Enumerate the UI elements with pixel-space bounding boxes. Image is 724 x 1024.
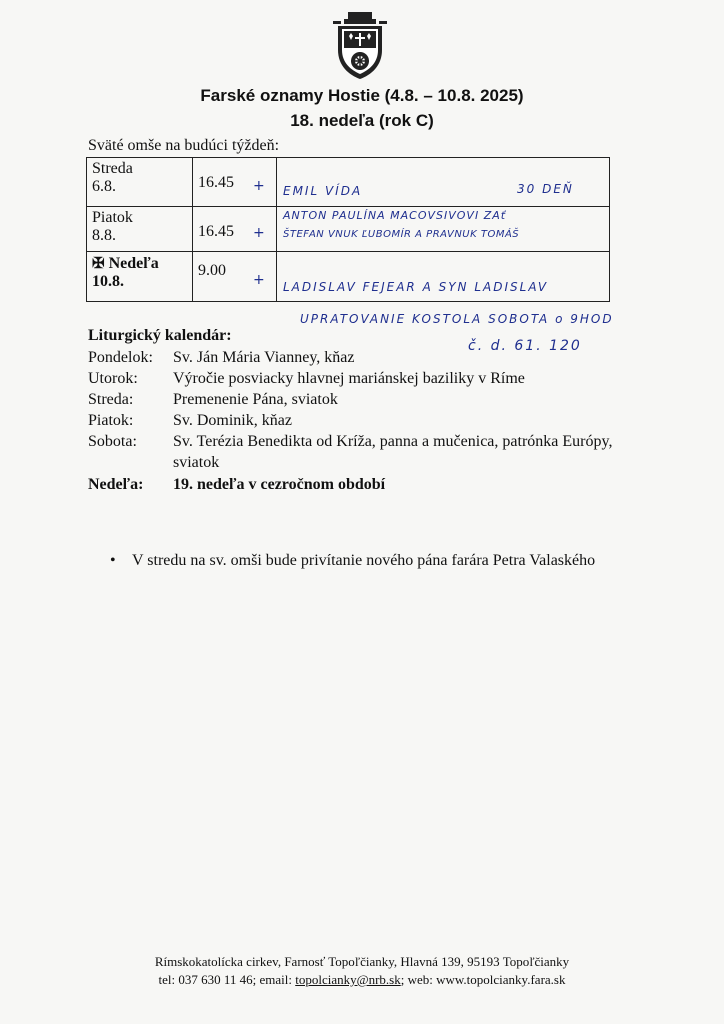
calendar-text: 19. nedeľa v cezročnom období (173, 476, 386, 493)
plus-mark: + (253, 178, 265, 194)
mass-day: Piatok (92, 209, 133, 226)
list-item (88, 368, 643, 389)
list-item (88, 431, 643, 473)
handwritten-intention: ŠTEFAN VNUK ĽUBOMÍR A PRAVNUK TOMÁŠ (283, 229, 520, 240)
mass-date: 6.8. (92, 178, 116, 195)
handwritten-intention: EMIL VÍDA (283, 184, 363, 198)
bullet-icon: • (110, 552, 116, 569)
footer-address: Rímskokatolícka cirkev, Farnosť Topoľčianky, Hlavná 139, 95193 Topoľčianky (154, 954, 570, 969)
handwritten-note-number: č. d. 61. 120 (468, 338, 582, 354)
cross-icon: ✠ (92, 256, 105, 272)
table-row (87, 252, 610, 302)
calendar-heading: Liturgický kalendár: (88, 327, 232, 344)
plus-mark: + (253, 272, 265, 288)
calendar-day: Sobota: (88, 433, 137, 450)
table-row (87, 158, 610, 207)
calendar-text: Sv. Terézia Benedikta od Kríža, panna a mučenica, patrónka Európy, sviatok (173, 433, 613, 471)
mass-time: 9.00 (198, 262, 226, 279)
page-title: Farské oznamy Hostie (4.8. – 10.8. 2025) (200, 86, 524, 105)
mass-intention (253, 252, 610, 302)
list-item (88, 410, 643, 431)
calendar-day: Streda: (88, 391, 134, 408)
page-subtitle: 18. nedeľa (rok C) (290, 111, 434, 130)
list-item (88, 347, 643, 368)
parish-crest-emblem (331, 10, 389, 80)
handwritten-intention: ANTON PAULÍNA MACOVSIVOVI ZAť (283, 209, 507, 222)
handwritten-intention: 30 DEŇ (517, 182, 574, 196)
mass-intention (253, 207, 610, 252)
list-item (88, 389, 643, 410)
notice-text: V stredu na sv. omši bude privítanie nového pána farára Petra Valaského (132, 552, 596, 569)
calendar-day: Utorok: (88, 370, 138, 387)
mass-day: Streda (92, 160, 133, 177)
footer-email-link[interactable]: topolcianky@nrb.sk (295, 972, 401, 987)
notice-item (110, 550, 642, 572)
mass-date: 10.8. (92, 273, 124, 290)
plus-mark: + (253, 225, 265, 241)
calendar-day: Pondelok: (88, 349, 153, 366)
mass-schedule-table (86, 157, 610, 302)
calendar-text: Sv. Ján Mária Vianney, kňaz (173, 349, 355, 366)
masses-heading: Sväté omše na budúci týždeň: (88, 137, 280, 154)
liturgical-calendar (88, 347, 643, 495)
footer-tel: tel: 037 630 11 46; email: (158, 972, 296, 987)
calendar-text: Sv. Dominik, kňaz (173, 412, 292, 429)
mass-time: 16.45 (198, 223, 234, 240)
footer-web: ; web: www.topolcianky.fara.sk (400, 972, 566, 987)
footer (0, 953, 724, 989)
calendar-text: Premenenie Pána, sviatok (173, 391, 338, 408)
calendar-text: Výročie posviacky hlavnej mariánskej baziliky v Ríme (173, 370, 525, 387)
mass-day: Nedeľa (108, 255, 159, 272)
table-row (87, 207, 610, 252)
list-item (88, 474, 643, 495)
calendar-day: Piatok: (88, 412, 134, 429)
mass-intention (253, 158, 610, 207)
mass-date: 8.8. (92, 227, 116, 244)
handwritten-intention: LADISLAV FEJEAR A SYN LADISLAV (283, 280, 549, 294)
handwritten-note-cleaning: UPRATOVANIE KOSTOLA SOBOTA o 9HOD (300, 312, 614, 326)
mass-time: 16.45 (198, 174, 234, 191)
calendar-day: Nedeľa: (88, 476, 144, 493)
